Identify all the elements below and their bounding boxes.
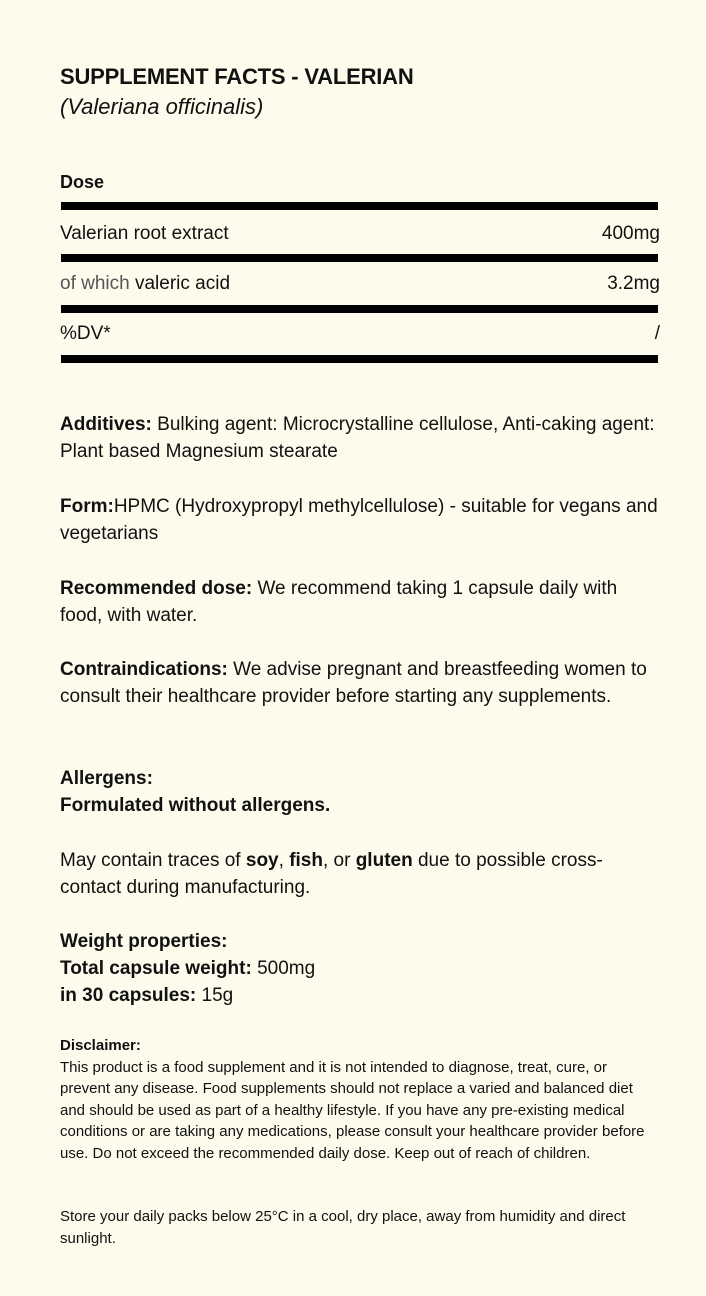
allergens-statement: Formulated without allergens. xyxy=(60,795,331,816)
allergen-gluten: gluten xyxy=(355,850,413,871)
page-subtitle: (Valeriana officinalis) xyxy=(60,94,264,119)
disclaimer-section xyxy=(60,1035,660,1164)
table-row xyxy=(60,222,660,246)
allergen-soy: soy xyxy=(245,850,279,871)
traces-text-start: May contain traces of xyxy=(60,850,246,871)
weight-label: Weight properties: xyxy=(60,931,228,952)
additives-section xyxy=(60,411,660,465)
row-ingredient: valeric acid xyxy=(134,273,231,294)
dose-label: Dose xyxy=(60,172,105,192)
traces-section xyxy=(60,847,660,901)
allergens-section xyxy=(60,765,660,819)
row-ingredient: Valerian root extract xyxy=(60,223,229,244)
row-name xyxy=(60,273,230,295)
capsules-weight-value: 15g xyxy=(201,985,234,1006)
contraindications-label: Contraindications: xyxy=(60,659,228,680)
row-value: / xyxy=(654,323,660,344)
page-title: SUPPLEMENT FACTS - VALERIAN xyxy=(60,64,414,89)
disclaimer-label: Disclaimer: xyxy=(60,1037,141,1054)
allergens-label: Allergens: xyxy=(60,768,153,789)
total-weight-value: 500mg xyxy=(257,958,316,979)
disclaimer-text: This product is a food supplement and it is not intended to diagnose, treat, cure, or prevent any disease. Food supplements should not replace a varied and balanced diet and should be used as part of a healthy lifestyle. If you have any pre-existing medical conditions or are taking any medications, please consult your healthcare provider before use. Do not exceed the recommended daily dose. Keep out of reach of children. xyxy=(60,1058,645,1162)
capsules-weight-label: in 30 capsules: xyxy=(60,985,197,1006)
table-rule xyxy=(61,202,658,210)
recommended-dose-text: We recommend taking 1 capsule daily with food, with water. xyxy=(60,578,618,626)
traces-separator: , xyxy=(278,850,290,871)
contraindications-text: We advise pregnant and breastfeeding women to consult their healthcare provider before starting any supplements. xyxy=(60,659,647,707)
additives-text: Bulking agent: Microcrystalline cellulose, Anti-caking agent: Plant based Magnesium stearate xyxy=(60,414,655,462)
row-name xyxy=(60,323,111,345)
additives-label: Additives: xyxy=(60,414,152,435)
row-ingredient: %DV* xyxy=(60,323,111,344)
recommended-dose-label: Recommended dose: xyxy=(60,578,253,599)
table-rule xyxy=(61,355,658,363)
traces-separator: , or xyxy=(322,850,356,871)
recommended-dose-section xyxy=(60,575,660,629)
table-row xyxy=(60,322,660,346)
contraindications-section xyxy=(60,656,660,710)
form-text: HPMC (Hydroxypropyl methylcellulose) - suitable for vegans and vegetarians xyxy=(60,496,658,544)
row-value: 400mg xyxy=(601,223,660,244)
storage-instructions: Store your daily packs below 25°C in a cool, dry place, away from humidity and direct sunlight. xyxy=(60,1208,626,1247)
table-row xyxy=(60,272,660,296)
traces-text-end: due to possible cross-contact during manufacturing. xyxy=(60,850,603,898)
form-label: Form: xyxy=(60,496,114,517)
weight-section xyxy=(60,928,660,1009)
row-name xyxy=(60,223,229,245)
table-rule xyxy=(61,254,658,262)
row-value: 3.2mg xyxy=(607,273,660,294)
total-weight-label: Total capsule weight: xyxy=(60,958,252,979)
row-prefix: of which xyxy=(60,273,130,294)
table-rule xyxy=(61,305,658,313)
allergen-fish: fish xyxy=(289,850,323,871)
form-section xyxy=(60,493,660,547)
